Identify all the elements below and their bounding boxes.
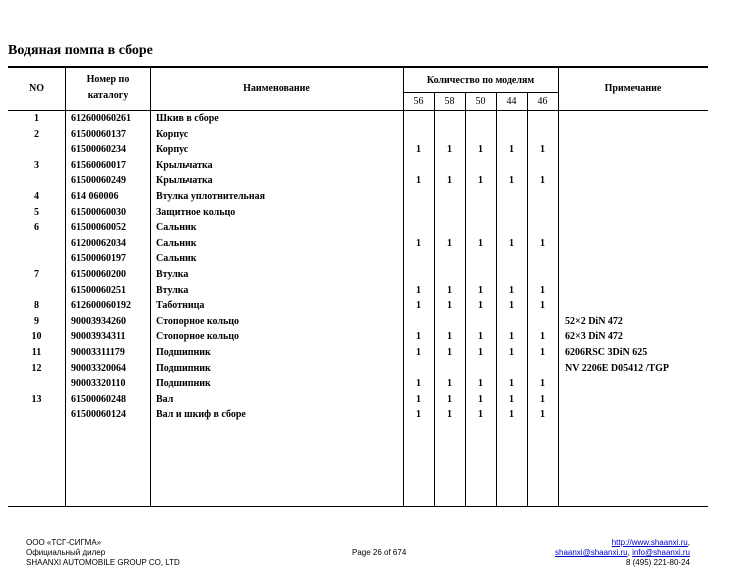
row-qty-44: 1 [509,175,514,187]
row-qty-44 [496,251,527,266]
row-qty-56 [403,111,434,126]
row-catalog-number: 90003311179 [71,347,125,358]
row-qty-44 [496,361,527,376]
url-suffix: , [687,538,690,547]
row-qty-50: 1 [478,144,483,156]
header-model-56: 56 [413,96,424,107]
row-catalog-number: 61200062034 [71,237,126,249]
row-qty-50 [465,267,496,282]
row-no [8,283,65,298]
row-qty-46: 1 [540,300,545,312]
row-qty-46 [527,111,558,126]
row-qty-58: 1 [447,378,452,390]
row-qty-46: 1 [540,409,545,421]
row-qty-46: 1 [540,378,545,390]
header-name: Наименование [243,83,310,94]
row-qty-56 [403,251,434,266]
row-part-name: Шкив в сборе [156,113,219,124]
col-divider-1 [65,67,66,507]
row-no: 3 [34,159,39,171]
row-qty-50: 1 [478,393,483,405]
row-part-name: Корпус [156,144,189,156]
row-qty-46: 1 [540,347,545,358]
row-qty-56: 1 [416,175,421,187]
row-qty-44: 1 [509,378,514,390]
row-qty-58 [434,267,465,282]
row-catalog-number: 61500060124 [71,409,126,421]
row-qty-56 [403,267,434,282]
row-qty-44: 1 [509,331,514,343]
row-part-name: Стопорное кольцо [156,331,240,343]
row-qty-58 [434,205,465,220]
row-no: 12 [31,362,42,374]
header-no: NO [29,83,44,94]
row-no [8,142,65,157]
row-qty-50: 1 [478,300,483,312]
row-qty-58: 1 [447,237,452,249]
row-no: 9 [34,315,39,327]
row-qty-46 [527,361,558,376]
row-qty-50: 1 [478,409,483,421]
row-qty-44 [496,314,527,329]
footer-dealer: Официальный дилер [26,548,106,557]
row-no: 13 [31,393,42,405]
row-no: 6 [34,222,39,234]
row-catalog-number: 61500060200 [71,269,126,280]
row-qty-50 [465,189,496,204]
row-part-name: Вал и шкиф в сборе [156,409,246,421]
row-qty-50 [465,111,496,126]
row-qty-58: 1 [447,175,452,187]
row-qty-56: 1 [416,144,421,156]
row-catalog-number: 61500060197 [71,253,126,265]
header-model-50: 50 [475,96,486,107]
row-qty-50: 1 [478,347,483,358]
header-model-46: 46 [537,96,548,107]
row-qty-46 [527,158,558,173]
row-qty-56 [403,158,434,173]
row-part-name: Вал [156,393,174,405]
row-note: NV 2206E D05412 /TGP [565,362,669,374]
website-link[interactable]: http://www.shaanxi.ru [611,538,688,547]
footer-company-name: ООО «ТСГ-СИГМА» [26,538,102,547]
phone-number: 8 (495) 221-80-24 [625,558,690,567]
row-qty-44 [496,189,527,204]
row-no [8,173,65,188]
row-part-name: Крыльчатка [156,175,213,187]
header-model-44: 44 [506,96,517,107]
row-qty-56: 1 [416,378,421,390]
row-qty-46: 1 [540,331,545,343]
row-qty-50 [465,361,496,376]
row-catalog-number: 90003934311 [71,331,126,343]
row-part-name: Подшипник [156,378,211,390]
row-no: 11 [31,347,42,358]
row-qty-58 [434,111,465,126]
row-qty-46 [527,127,558,142]
row-qty-56 [403,189,434,204]
row-no [8,376,65,391]
row-qty-50 [465,220,496,235]
row-qty-50 [465,251,496,266]
page-number: Page 26 of 674 [352,548,407,557]
row-qty-44: 1 [509,284,514,296]
col-divider-8 [558,67,559,507]
row-part-name: Втулка уплотнительная [156,191,266,202]
row-qty-58 [434,220,465,235]
row-qty-58 [434,314,465,329]
row-catalog-number: 61500060030 [71,206,126,218]
email-link-shaanxi[interactable]: shaanxi@shaanxi.ru [555,548,628,557]
row-qty-50: 1 [478,378,483,390]
row-no: 7 [34,269,39,280]
table-bottom-rule [8,506,708,507]
row-qty-58 [434,251,465,266]
page-title: Водяная помпа в сборе [8,43,153,58]
row-qty-46 [527,267,558,282]
row-part-name: Втулка [156,269,189,280]
row-qty-50 [465,158,496,173]
row-qty-50 [465,127,496,142]
row-part-name: Втулка [156,284,189,296]
row-no: 8 [34,300,39,312]
footer-group: SHAANXI AUTOMOBILE GROUP CO, LTD [26,558,180,567]
row-catalog-number: 61500060137 [71,128,126,140]
header-model-58: 58 [444,96,455,107]
row-qty-50: 1 [478,175,483,187]
row-no: 4 [34,191,39,202]
row-catalog-number: 614 060006 [71,191,119,202]
row-qty-58: 1 [447,144,452,156]
row-qty-46 [527,205,558,220]
row-catalog-number: 61500060248 [71,393,126,405]
row-qty-50: 1 [478,331,483,343]
row-qty-44: 1 [509,347,514,358]
row-qty-44 [496,111,527,126]
row-no: 1 [34,113,39,124]
row-qty-56 [403,314,434,329]
row-qty-58: 1 [447,284,452,296]
row-qty-46 [527,189,558,204]
row-qty-44: 1 [509,144,514,156]
row-no: 2 [34,128,39,140]
row-part-name: Сальник [156,237,197,249]
row-part-name: Подшипник [156,362,211,374]
row-qty-44: 1 [509,409,514,421]
row-part-name: Крыльчатка [156,159,213,171]
row-note: 6206RSC 3DiN 625 [565,347,648,358]
row-qty-44: 1 [509,237,514,249]
table-top-rule [8,66,708,68]
row-qty-46 [527,314,558,329]
email-link-info[interactable]: info@shaanxi.ru [632,548,690,557]
footer-contacts [555,538,690,568]
row-catalog-number: 90003320064 [71,362,126,374]
header-catalog: Номер по каталогу [86,74,130,101]
row-no [8,407,65,422]
row-catalog-number: 90003320110 [71,378,126,390]
row-catalog-number: 612600060192 [71,300,131,312]
row-qty-44 [496,205,527,220]
row-qty-56 [403,361,434,376]
row-qty-46 [527,251,558,266]
row-qty-44 [496,220,527,235]
row-qty-46: 1 [540,237,545,249]
header-qty: Количество по моделям [426,75,535,86]
row-qty-44 [496,158,527,173]
email-separator: , [627,548,633,557]
row-qty-46: 1 [540,144,545,156]
row-qty-58: 1 [447,331,452,343]
row-qty-58: 1 [447,409,452,421]
row-qty-56: 1 [416,284,421,296]
row-part-name: Корпус [156,128,189,140]
row-qty-46 [527,220,558,235]
row-qty-44 [496,127,527,142]
row-no: 5 [34,206,39,218]
row-part-name: Стопорное кольцо [156,315,240,327]
row-qty-56: 1 [416,331,421,343]
row-note: 62×3 DiN 472 [565,331,623,343]
row-qty-58: 1 [447,347,452,358]
qty-subheader-divider [403,92,558,93]
row-part-name: Защитное кольцо [156,206,236,218]
row-no [8,251,65,266]
row-qty-58: 1 [447,300,452,312]
row-part-name: Подшипник [156,347,211,358]
row-qty-58 [434,189,465,204]
row-note: 52×2 DiN 472 [565,315,623,327]
col-divider-2 [150,67,151,507]
row-catalog-number: 61500060249 [71,175,126,187]
row-qty-58: 1 [447,393,452,405]
row-qty-50 [465,205,496,220]
row-catalog-number: 61500060251 [71,284,126,296]
row-catalog-number: 612600060261 [71,113,131,124]
row-catalog-number: 61500060234 [71,144,126,156]
row-catalog-number: 61500060052 [71,222,126,234]
header-note: Примечание [604,83,662,94]
row-qty-46: 1 [540,393,545,405]
row-qty-56 [403,205,434,220]
row-catalog-number: 90003934260 [71,315,126,327]
row-part-name: Сальник [156,222,197,234]
row-qty-44: 1 [509,393,514,405]
row-qty-56: 1 [416,300,421,312]
row-qty-58 [434,127,465,142]
row-qty-56: 1 [416,347,421,358]
row-qty-46: 1 [540,175,545,187]
row-qty-56 [403,220,434,235]
footer-company [26,538,180,568]
row-no: 10 [31,331,42,343]
row-qty-56 [403,127,434,142]
row-part-name: Сальник [156,253,197,265]
row-qty-56: 1 [416,393,421,405]
row-no [8,236,65,251]
row-qty-46: 1 [540,284,545,296]
row-qty-44: 1 [509,300,514,312]
row-qty-56: 1 [416,237,421,249]
row-qty-50: 1 [478,284,483,296]
row-catalog-number: 61560060017 [71,159,126,171]
row-part-name: Таботница [156,300,205,312]
row-qty-50: 1 [478,237,483,249]
row-qty-50 [465,314,496,329]
row-qty-44 [496,267,527,282]
row-qty-56: 1 [416,409,421,421]
row-qty-58 [434,361,465,376]
row-qty-58 [434,158,465,173]
